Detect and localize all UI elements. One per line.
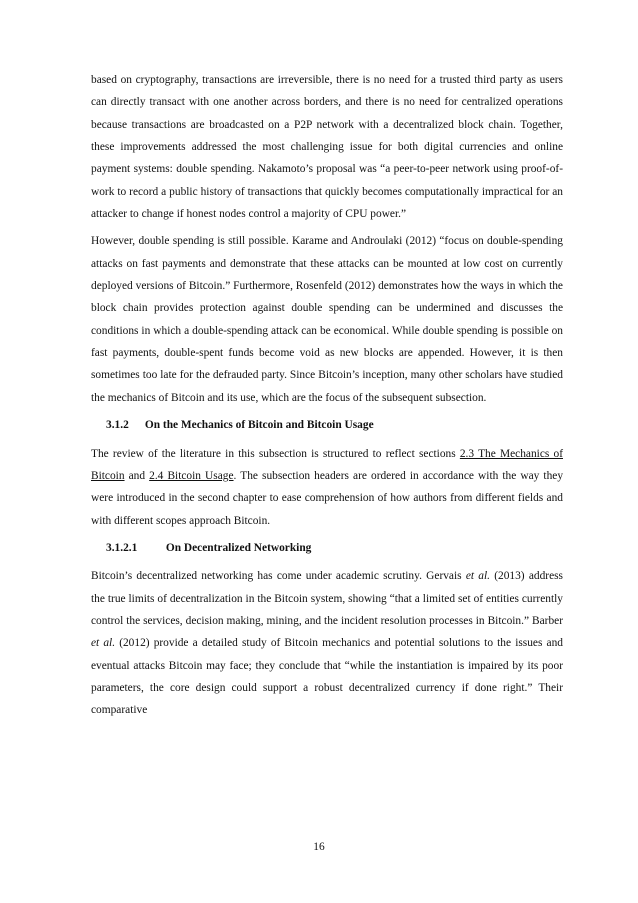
paragraph-text: . The subsection headers are ordered in accordance with the way they were introduced in the second chapter to ease comprehension of how authors from different fields and with different scopes approach Bitcoin. (91, 469, 564, 527)
paragraph-text: Bitcoin’s decentralized networking has come under academic scrutiny. Gervais (91, 570, 466, 583)
paragraph-decentralized-networking (91, 565, 563, 721)
citation-et-al: et al. (465, 570, 490, 583)
section-number: 3.1.2 (106, 419, 129, 432)
section-title: On the Mechanics of Bitcoin and Bitcoin Usage (144, 419, 374, 432)
section-heading-3-1-2-1 (91, 537, 563, 559)
paragraph-text: (2013) address the true limits of decentralization in the Bitcoin system, showing “that a limited set of entities currently control the services, decision making, mining, and the incident resolution processes in Bitcoin.” Barber (91, 570, 563, 627)
section-title: On Decentralized Networking (165, 541, 312, 554)
paragraph-text: and (124, 469, 150, 482)
paragraph-cryptography: based on cryptography, transactions are irreversible, there is no need for a trusted third party as users can directly transact with one another across borders, and there is no need for centralized operations because transactions are broadcasted on a P2P network with a decentralized block chain. Together, these improvements addressed the most challenging issue for both digital currencies and online payment systems: double spending. Nakamoto’s proposal was “a peer-to-peer network using proof-of-work to record a public history of transactions that quickly becomes computationally impractical for an attacker to change if honest nodes control a majority of CPU power.” (91, 74, 563, 221)
section-number: 3.1.2.1 (106, 541, 138, 554)
citation-et-al: et al. (91, 637, 116, 650)
section-link-usage[interactable]: 2.4 Bitcoin Usage (149, 469, 234, 482)
section-heading-3-1-2 (91, 414, 563, 436)
section-link-mechanics[interactable]: 2.3 The Mechanics of Bitcoin (91, 447, 563, 482)
paragraph-text: The review of the literature in this subsection is structured to reflect sections (91, 447, 460, 460)
paragraph-text: (2012) provide a detailed study of Bitcoin mechanics and potential solutions to the issues and eventual attacks Bitcoin may face; they conclude that “while the instantiation is impaired by its poor parameters, the core design could support a robust decentralized currency if done right.” Their comparative (91, 637, 563, 717)
page-body (91, 69, 563, 727)
paragraph-subsection-structure (91, 443, 563, 532)
page-number: 16 (313, 841, 325, 853)
paragraph-double-spending: However, double spending is still possible. Karame and Androulaki (2012) “focus on double-spending attacks on fast payments and demonstrate that these attacks can be mounted at low cost on currently deployed versions of Bitcoin.” Furthermore, Rosenfeld (2012) demonstrates how the ways in which the block chain provides protection against double spending can be undermined and discusses the conditions in which a double-spending attack can be economical. While double spending is possible on fast payments, double-spent funds become void as new blocks are appended. However, it is then sometimes too late for the defrauded party. Since Bitcoin’s inception, many other scholars have studied the mechanics of Bitcoin and its use, which are the focus of the subsequent subsection. (91, 235, 563, 404)
